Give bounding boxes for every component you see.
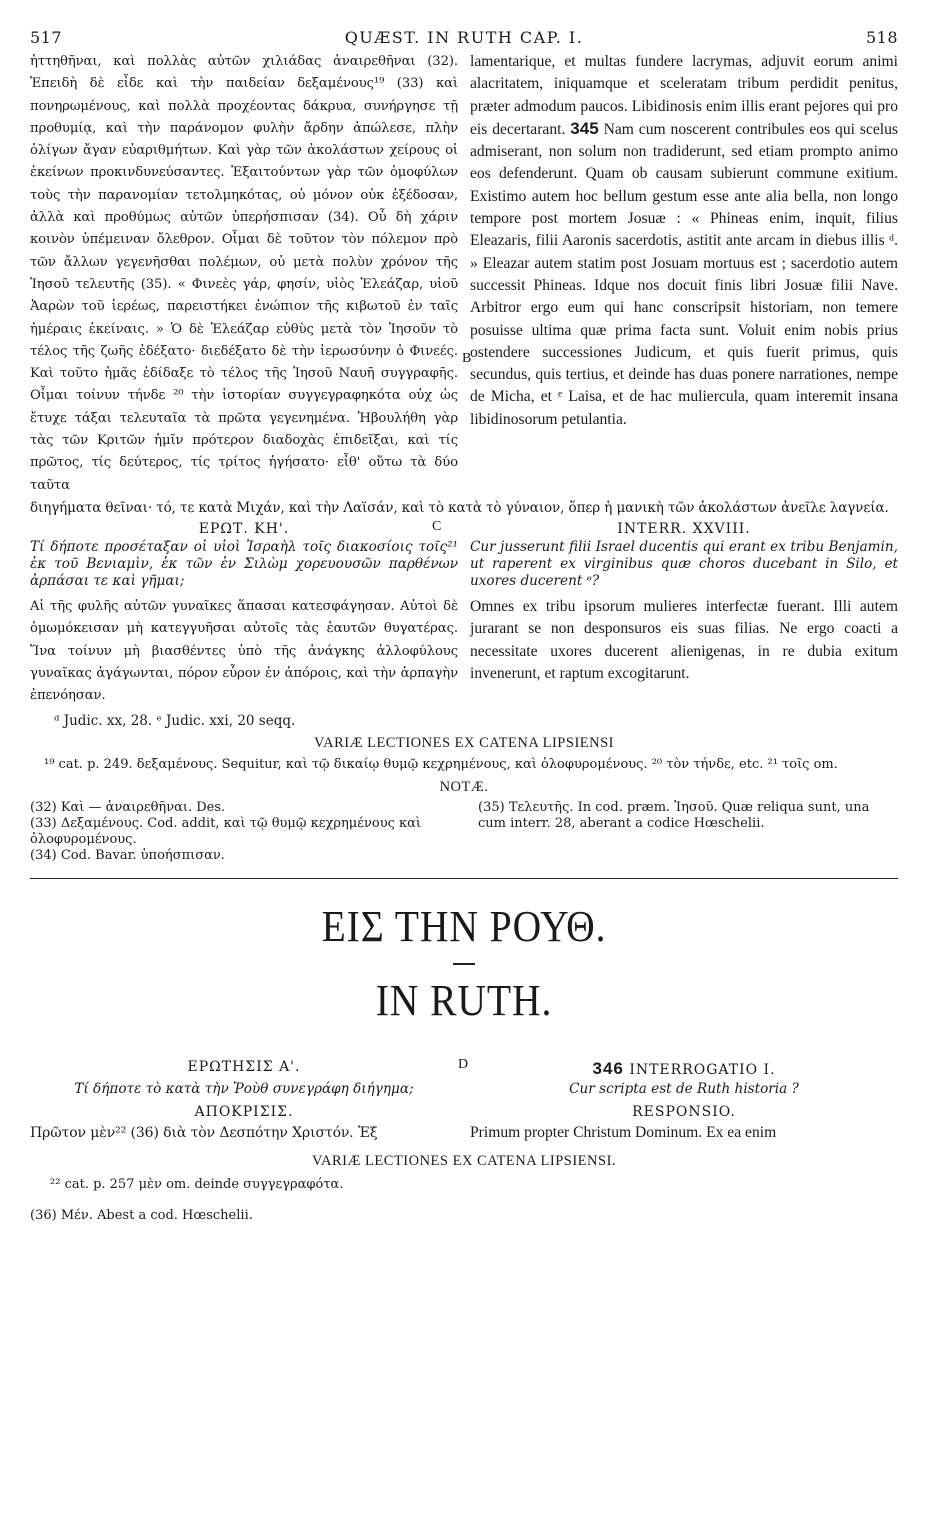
page-number-right: 518 <box>865 28 898 47</box>
greek-question-28: Τί δήποτε προσέταξαν οἱ υἱοὶ Ἰσραὴλ τοῖς διακοσίοις τοῖς²¹ ἐκ τοῦ Βενιαμὶν, ἐκ τῶν ἐν Σιλὼμ χορευουσῶν παρθένων ἁρπάσαι τε καὶ γῆμαι; <box>30 538 458 589</box>
variae-lectiones-text-2: ²² cat. p. 257 μὲν om. deinde συγγεγραφότα. <box>50 1176 344 1192</box>
notae-columns <box>30 800 898 864</box>
page <box>30 28 898 1224</box>
column-marker-345: 345 <box>570 118 599 138</box>
greek-question-1-head: ΕΡΩΤΗΣΙΣ Α'. <box>187 1059 301 1076</box>
running-header <box>30 28 898 47</box>
note-33: (33) Δεξαμένους. Cod. addit, καὶ τῷ θυμῷ κεχρημένους καὶ ὀλοφυρομένους. <box>30 816 422 848</box>
margin-letter-c: C <box>432 518 442 534</box>
greek-question-28-head: ΕΡΩΤ. ΚΗ'. <box>198 520 290 537</box>
latin-question-1-head-wrap <box>470 1059 898 1079</box>
latin-answer-1: Primum propter Christum Dominum. Ex ea enim <box>470 1124 777 1142</box>
notae-heading: NOTÆ. <box>439 779 489 796</box>
note-34: (34) Cod. Bavar. ὑποήσπισαν. <box>30 848 225 864</box>
latin-text-part-a: lamentarique, et multas fundere lacrymas, adjuvit eorum animi alacritatem, iniquamque et sceleratam tribum perdidit penitus, præter admodum paucos. Libidinosis enim illis erant pejores qui pro eis decertarant. <box>470 53 898 138</box>
greek-response-head: ΑΠΟΚΡΙΣΙΣ. <box>194 1104 294 1121</box>
latin-question-1: Cur scripta est de Ruth historia ? <box>569 1081 799 1098</box>
latin-question-28-head: INTERR. XXVIII. <box>617 520 751 537</box>
margin-letter-d: D <box>458 1057 469 1073</box>
question-28-block <box>30 519 898 707</box>
greek-full-width-line: διηγήματα θεῖναι· τό, τε κατὰ Μιχάν, καὶ τὴν Λαϊσάν, καὶ τὸ κατὰ τὸ γύναιον, ὅπερ ἡ μανικὴ τῶν ἀκολάστων ἀνεῖλε λαγνεία. <box>30 499 889 516</box>
variae-lectiones-text: ¹⁹ cat. p. 249. δεξαμένους. Sequitur, καὶ τῷ δικαίῳ θυμῷ κεχρημένους, καὶ ὀλοφυρομένους. ²⁰ τὸν τήνδε, etc. ²¹ τοῖς om. <box>44 757 838 773</box>
note-36: (36) Μέν. Abest a cod. Hœschelii. <box>30 1207 253 1223</box>
running-title: QUÆST. IN RUTH CAP. I. <box>344 28 584 47</box>
note-35: (35) Τελευτῆς. In cod. præm. Ἰησοῦ. Quæ reliqua sunt, una cum interr. 28, aberant a codice Hœschelii. <box>478 800 870 832</box>
latin-book-title: IN RUTH. <box>375 976 553 1026</box>
margin-letter-b: B <box>462 351 472 366</box>
greek-column-text: ἡττηθῆναι, καὶ πολλὰς αὐτῶν χιλιάδας ἀναιρεθῆναι (32). Ἐπειδὴ δὲ εἶδε καὶ τὴν παιδείαν δεξαμένους¹⁹ (33) καὶ πονηρωμένους, καὶ πολλὰ προχέοντας δάκρυα, συνήργησε τῇ προθυμίᾳ, καὶ τὴν παράνομον φυλὴν ἄρδην ἀπώλεσε, πλὴν ὀλίγων ἄγαν εὐαριθμήτων. Καὶ γὰρ τῶν ἀκολάστων χείρους οἱ ἐκείνων προκινδυνεύσαντες. Ἐξαιτούντων γὰρ τῶν ὁμοφύλων τοὺς τὴν παρανομίαν τετολμηκότας, οὐ μόνον οὐκ ἐξέδοσαν, ἀλλὰ καὶ προθύμως αὐτῶν ὑπερήσπισαν (34). Οὗ δὴ χάριν κοινὸν ὑπέμειναν ὄλεθρον. Οἶμαι δὲ τοῦτον τὸν πόλεμον πρὸ τῶν ἄλλων γεγενῆσθαι πολέμων, οὐ μετὰ πολὺν χρόνον τῆς Ἰησοῦ τελευτῆς (35). « Φινεὲς γάρ, φησίν, υἱὸς Ἐλεάζαρ, υἱοῦ Ἀαρὼν τοῦ ἱερέως, παρειστήκει ἐνώπιον τῆς κιβωτοῦ ἐν ταῖς ἡμέραις ἐκείναις. » Ὁ δὲ Ἐλεάζαρ εὐθὺς μετὰ τὸν Ἰησοῦν τὸ τέλος τῆς ζωῆς ἐδέξατο· διεδέξατο δὲ τὴν ἱερωσύνην ὁ Φινεές. Καὶ τοῦτο ἡμᾶς ἐδίδαξε τὸ τέλος τῆς Ἰησοῦ Ναυῆ συγγραφῆς. Οἶμαι τοίνυν τήνδε ²⁰ τὴν ἱστορίαν συγγεγραφηκότα οὐχ ὡς ἔτυχε τάξαι τελευταῖα τὰ πρῶτα γεγενημένα. Ἠβουλήθη γὰρ τὰς τῶν Κριτῶν ἡμῖν πρότερον διαδοχὰς ἐπιδεῖξαι, καὶ τίς πρῶτος, τίς δεύτερος, τίς τρίτος ἡγήσατο· εἶθ' οὕτω τὰ δύο ταῦτα <box>30 54 458 493</box>
latin-question-1-head: INTERROGATIO I. <box>629 1062 776 1079</box>
latin-text-part-b: Nam cum noscerent contribules eos qui scelus admiserant, non solum non tradiderunt, sed etiam prompto animo eos defenderunt. Quam ob causam subierunt commune exitium. Existimo autem hoc bellum gestum esse ante alia bella, non longo tempore post mortem Josuæ : « Phineas enim, inquit, filius Eleazaris, filii Aaronis sacerdotis, astitit ante arcam in diebus illis ᵈ. » Eleazar autem statim post Josuam mortuus est ; sacerdotio autem successit Phineas. Idque nos docuit finis libri Josuæ filii Nave. Arbitror ergo eum qui hanc conscripsit historiam, non temere posuisse ultima quæ prima facta sunt. Voluit enim nobis prius ostendere successiones Judicum, et quis fuerit primus, quis secundus, quis tertius, et deinde has duas ponere narrationes, nempe de Micha, et ᵉ Laisa, et de hac muliercula, quam interemit insana libidinosorum petulantia. <box>470 120 898 428</box>
page-number-left: 517 <box>30 28 63 47</box>
footnote-references: ᵈ Judic. xx, 28. ᵉ Judic. xxi, 20 seqq. <box>54 713 296 730</box>
variae-lectiones-heading-2: VARIÆ LECTIONES EX CATENA LIPSIENSI. <box>311 1152 617 1169</box>
greek-book-title: ΕΙΣ ΤΗΝ ΡΟΥΘ. <box>321 902 607 952</box>
main-two-columns <box>30 51 898 497</box>
latin-question-28: Cur jusserunt filii Israel ducentis qui erant ex tribu Benjamin, ut raperent ex virginibus quæ choros ducebant in Silo, et uxores ducerent ᵉ? <box>470 538 898 589</box>
question-1-block <box>30 1057 898 1144</box>
greek-question-1: Τί δήποτε τὸ κατὰ τὴν Ῥοὺθ συνεγράφη διήγημα; <box>74 1081 414 1098</box>
latin-response-head: RESPONSIO. <box>632 1104 736 1121</box>
greek-answer-28: Αἱ τῆς φυλῆς αὐτῶν γυναῖκες ἅπασαι κατεσφάγησαν. Αὐτοὶ δὲ ὀμωμόκεισαν μὴ κατεγγυῆσαι αὐτοῖς τὰς ἑαυτῶν θυγατέρας. Ἵνα τοίνυν μὴ βιασθέντες ὑπὸ τῆς ἀνάγκης ἀλλοφύλους γυναῖκας ἀγάγωνται, πόρον εὗρον ἐν ἀπόροις, καὶ τὴν ἁρπαγὴν ἐπενόησαν. <box>30 598 458 704</box>
column-marker-346: 346 <box>592 1059 624 1079</box>
notae-left <box>30 800 450 864</box>
title-dash <box>453 963 475 965</box>
section-divider-rule <box>30 878 898 879</box>
latin-answer-28: Omnes ex tribu ipsorum mulieres interfectæ fuerant. Illi autem jurarant se non desponsuros eis suas filias. Ne ergo coacti a necessitate uxores ducerent alienigenas, in re dubia exitum invenerunt, et raptum excogitarunt. <box>470 597 898 682</box>
note-32: (32) Καὶ — ἀναιρεθῆναι. Des. <box>30 800 226 816</box>
latin-column-text <box>470 51 898 497</box>
variae-lectiones-heading: VARIÆ LECTIONES EX CATENA LIPSIENSI <box>314 735 614 752</box>
greek-answer-1: Πρῶτον μὲν²² (36) διὰ τὸν Δεσπότην Χριστόν. Ἐξ <box>30 1125 378 1142</box>
